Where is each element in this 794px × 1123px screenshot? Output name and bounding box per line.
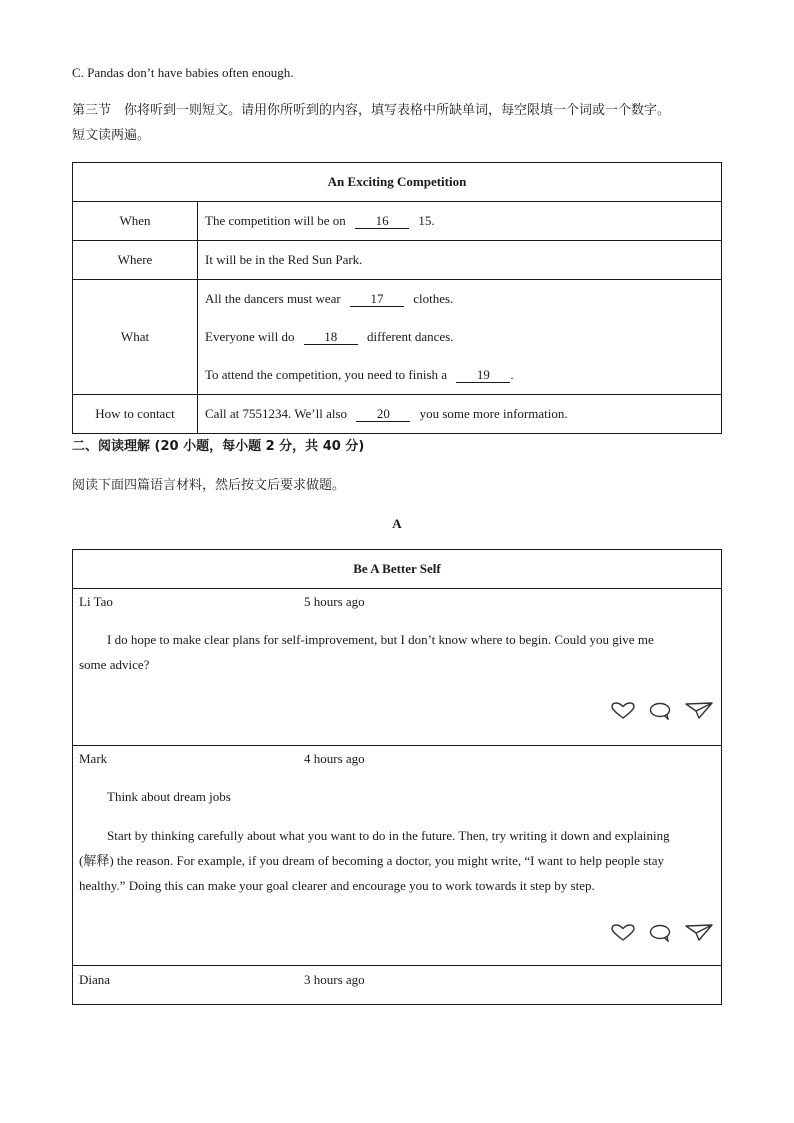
post-subtitle: Think about dream jobs bbox=[107, 789, 231, 804]
comment-icon[interactable] bbox=[649, 924, 671, 942]
what-text-2: Everyone will do bbox=[205, 329, 295, 344]
post-author: Diana bbox=[79, 972, 111, 987]
heart-icon[interactable] bbox=[611, 924, 635, 942]
what-text-3-end: . bbox=[510, 367, 514, 382]
blank-16[interactable]: 16 bbox=[355, 214, 409, 229]
table-row bbox=[73, 202, 722, 241]
post-body-line: (解释) the reason. For example, if you dream of becoming a doctor, you might write, “I want to help people stay bbox=[79, 853, 665, 868]
post-actions bbox=[611, 924, 713, 942]
blank-20[interactable]: 20 bbox=[356, 407, 410, 422]
competition-table-title: An Exciting Competition bbox=[73, 163, 722, 202]
post-time: 3 hours ago bbox=[304, 972, 365, 987]
comment-icon[interactable] bbox=[649, 702, 671, 720]
what-text-2-end: different dances. bbox=[367, 329, 454, 344]
table-row bbox=[73, 241, 722, 280]
part2-heading: 二、阅读理解 (20 小题，每小题 2 分，共 40 分) bbox=[72, 439, 365, 454]
option-c: C. Pandas don’t have babies often enough. bbox=[72, 65, 294, 80]
passage-label: A bbox=[392, 516, 402, 531]
post-actions bbox=[611, 702, 713, 720]
where-label: Where bbox=[73, 241, 198, 280]
send-icon[interactable] bbox=[685, 924, 713, 942]
forum-post bbox=[73, 966, 722, 1005]
forum-table bbox=[72, 549, 722, 1005]
section3-instruction-line1: 第三节 你将听到一则短文。请用你所听到的内容，填写表格中所缺单词，每空限填一个词或一个数字。 bbox=[72, 103, 671, 118]
post-author: Mark bbox=[79, 751, 108, 766]
post-time: 4 hours ago bbox=[304, 751, 365, 766]
post-author: Li Tao bbox=[79, 594, 113, 609]
what-text-3: To attend the competition, you need to finish a bbox=[205, 367, 448, 382]
when-text-end: 15. bbox=[418, 213, 435, 228]
when-cell bbox=[198, 202, 722, 241]
table-row bbox=[73, 280, 722, 395]
post-time: 5 hours ago bbox=[304, 594, 365, 609]
when-text: The competition will be on bbox=[205, 213, 346, 228]
blank-19[interactable]: 19 bbox=[456, 368, 510, 383]
forum-title: Be A Better Self bbox=[73, 550, 722, 589]
send-icon[interactable] bbox=[685, 702, 713, 720]
when-label: When bbox=[73, 202, 198, 241]
what-line-1 bbox=[205, 280, 714, 318]
what-cell bbox=[198, 280, 722, 395]
competition-table bbox=[72, 162, 722, 434]
post-body-line: healthy.” Doing this can make your goal clearer and encourage you to work towards it step by step. bbox=[79, 878, 595, 893]
contact-cell bbox=[198, 395, 722, 434]
forum-post bbox=[73, 746, 722, 966]
contact-label: How to contact bbox=[73, 395, 198, 434]
what-text-1-end: clothes. bbox=[413, 291, 454, 306]
where-text: It will be in the Red Sun Park. bbox=[198, 241, 722, 280]
contact-text-end: you some more information. bbox=[419, 406, 568, 421]
post-body-line: some advice? bbox=[79, 657, 150, 672]
table-row bbox=[73, 395, 722, 434]
forum-post bbox=[73, 589, 722, 746]
blank-18[interactable]: 18 bbox=[304, 330, 358, 345]
post-body-line: Start by thinking carefully about what you want to do in the future. Then, try writing it down and explaining bbox=[107, 828, 670, 843]
section3-instruction-line2: 短文读两遍。 bbox=[72, 128, 151, 143]
post-body-line: I do hope to make clear plans for self-improvement, but I don’t know where to begin. Could you give me bbox=[107, 632, 654, 647]
heart-icon[interactable] bbox=[611, 702, 635, 720]
contact-text: Call at 7551234. We’ll also bbox=[205, 406, 348, 421]
what-line-2 bbox=[205, 318, 714, 356]
what-line-3 bbox=[205, 356, 714, 394]
what-label: What bbox=[73, 280, 198, 395]
blank-17[interactable]: 17 bbox=[350, 292, 404, 307]
what-text-1: All the dancers must wear bbox=[205, 291, 341, 306]
part2-instruction: 阅读下面四篇语言材料，然后按文后要求做题。 bbox=[72, 478, 346, 493]
